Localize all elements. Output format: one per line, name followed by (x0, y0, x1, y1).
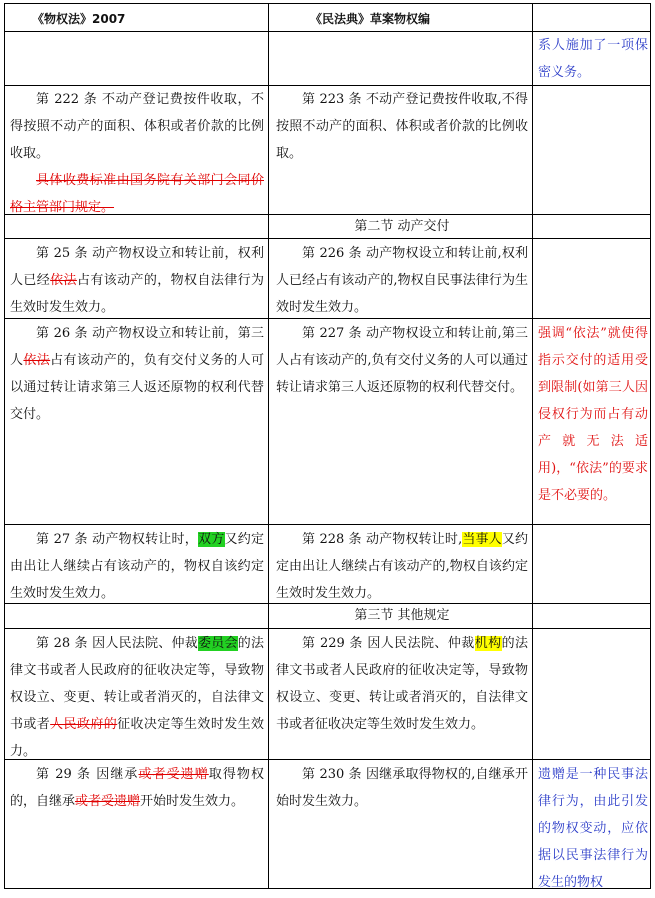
highlighted-text: 机构 (474, 636, 502, 651)
deleted-text: 具体收费标准由国务院有关部门会同价格主管部门规定。 (10, 173, 264, 215)
article-28-old (10, 630, 264, 765)
row-line (4, 238, 651, 239)
row-line (4, 628, 651, 629)
article-text: 又约定由出让人继续占有该动产的,物权自该约定生效时发生效力。 (276, 532, 528, 601)
article-text: 第 28 条 因人民法院、仲裁 (36, 636, 199, 651)
note-text: 强调“依法”就使得指示交付的适用受到限制(如第三人因侵权行为而占有动产就无法适用)，“依法”的要求是不必要的。 (538, 326, 648, 503)
highlighted-text: 当事人 (462, 532, 502, 547)
table-border-left (4, 3, 5, 889)
article-230-new (276, 761, 528, 815)
header-col1: 《物权法》2007 (32, 12, 126, 26)
article-text: 第 227 条 动产物权设立和转让前,第三人占有该动产的,负有交付义务的人可以通过转让请求第三人返还原物的权利代替交付。 (276, 326, 528, 395)
highlighted-text: 委员会 (198, 636, 238, 651)
article-25-old (10, 240, 264, 321)
highlighted-text: 双方 (198, 532, 225, 547)
article-text: 的法律文书或者人民政府的征收决定等，导致物权设立、变更、转让或者消灭的，自法律文书或者 (10, 636, 264, 732)
article-text: 第 29 条 因继承 (36, 767, 139, 782)
note-lawful-possession (538, 320, 648, 509)
article-26-old (10, 320, 264, 428)
deleted-text: 依法 (23, 353, 51, 368)
article-27-old (10, 526, 264, 607)
deleted-text: 或者受遗赠 (75, 794, 141, 809)
article-text: 第 25 条 动产物权设立和转让前，权利人已经 (10, 246, 264, 288)
deleted-text: 或者受遗赠 (138, 767, 209, 782)
deleted-text: 依法 (50, 273, 77, 288)
table-divider-col1 (268, 3, 269, 889)
article-text: 占有该动产的，物权自法律行为生效时发生效力。 (10, 273, 264, 315)
article-text: 第 222 条 不动产登记费按件收取，不得按照不动产的面积、体积或者价款的比例收取。 (10, 92, 264, 161)
deleted-text: 人民政府的 (50, 717, 118, 732)
article-text: 第 27 条 动产物权转让时， (36, 532, 199, 547)
note-confidentiality (538, 32, 648, 86)
article-text: 征收决定等生效时发生效力。 (10, 717, 264, 759)
article-text: 占有该动产的，负有交付义务的人可以通过转让请求第三人返还原物的权利代替交付。 (10, 353, 264, 422)
row-line (4, 524, 651, 525)
article-text: 第 223 条 不动产登记费按件收取,不得按照不动产的面积、体积或者价款的比例收取。 (276, 92, 528, 161)
article-text: 又约定由出让人继续占有该动产的，物权自该约定生效时发生效力。 (10, 532, 264, 601)
article-29-old (10, 761, 264, 815)
header-col2: 《民法典》草案物权编 (310, 12, 431, 26)
article-227-new (276, 320, 528, 401)
article-223-new (276, 86, 528, 167)
article-228-new (276, 526, 528, 607)
article-text: 第 229 条 因人民法院、仲裁 (302, 636, 475, 651)
article-229-new (276, 630, 528, 738)
section-title: 第三节 其他规定 (354, 608, 450, 623)
table-border-right (650, 3, 651, 889)
article-text: 取得物权的，自继承 (10, 767, 264, 809)
table-divider-col2 (532, 3, 533, 889)
row-line (4, 3, 651, 4)
article-222-old (10, 86, 264, 221)
article-226-new (276, 240, 528, 321)
article-text: 的法律文书或者人民政府的征收决定等，导致物权设立、变更、转让或者消灭的，自法律文书或者征收决定等生效时发生效力。 (276, 636, 528, 732)
article-text: 第 226 条 动产物权设立和转让前,权利人已经占有该动产的,物权自民事法律行为生效时发生效力。 (276, 246, 528, 315)
note-text: 系人施加了一项保密义务。 (538, 38, 648, 80)
note-text: 遗赠是一种民事法律行为，由此引发的物权变动，应依据以民事法律行为发生的物权 (538, 767, 648, 890)
article-text: 第 230 条 因继承取得物权的,自继承开始时发生效力。 (276, 767, 528, 809)
article-text: 开始时发生效力。 (140, 794, 245, 809)
article-text: 第 228 条 动产物权转让时, (302, 532, 463, 547)
article-text: 第 26 条 动产物权设立和转让前，第三人 (10, 326, 264, 368)
section-title: 第二节 动产交付 (354, 219, 450, 234)
note-bequest (538, 761, 648, 896)
